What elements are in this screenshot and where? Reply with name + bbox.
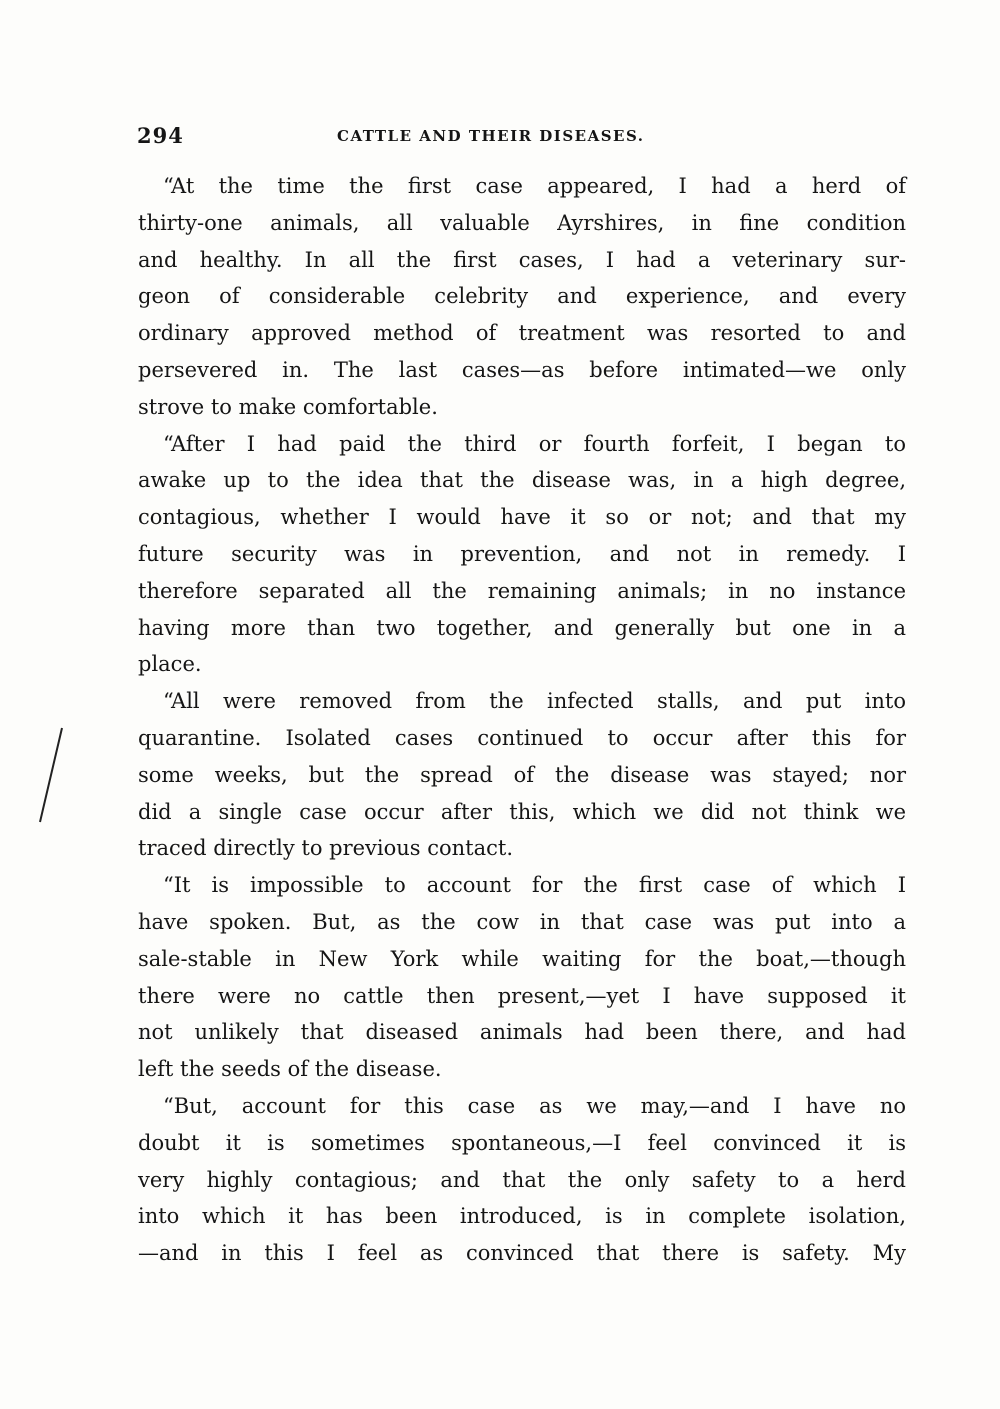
text-line: some weeks, but the spread of the disease was stayed; nor bbox=[138, 762, 906, 787]
text-line: place. bbox=[138, 652, 202, 677]
text-line: there were no cattle then present,—yet I have supposed it bbox=[138, 983, 906, 1008]
text-line: “But, account for this case as we may,—and I have no bbox=[163, 1093, 906, 1118]
pencil-stroke bbox=[40, 728, 62, 822]
text-line: having more than two together, and generally but one in a bbox=[138, 615, 906, 640]
paragraph-1 bbox=[138, 168, 906, 426]
text-line: thirty-one animals, all valuable Ayrshires, in fine condition bbox=[138, 210, 906, 235]
text-line: “It is impossible to account for the first case of which I bbox=[163, 873, 906, 898]
text-line: “After I had paid the third or fourth forfeit, I began to bbox=[163, 431, 906, 456]
text-line: left the seeds of the disease. bbox=[138, 1057, 442, 1082]
text-line: doubt it is sometimes spontaneous,—I feel convinced it is bbox=[138, 1130, 906, 1155]
text-line: into which it has been introduced, is in complete isolation, bbox=[138, 1204, 906, 1229]
page-number: 294 bbox=[137, 123, 184, 148]
text-line: future security was in prevention, and not in remedy. I bbox=[138, 541, 906, 566]
running-head bbox=[137, 123, 907, 153]
text-line: traced directly to previous contact. bbox=[138, 836, 514, 861]
text-line: have spoken. But, as the cow in that case was put into a bbox=[138, 909, 906, 934]
text-line: quarantine. Isolated cases continued to occur after this for bbox=[138, 725, 906, 750]
text-line: sale-stable in New York while waiting for the boat,—though bbox=[138, 946, 906, 971]
text-line: “All were removed from the infected stalls, and put into bbox=[163, 689, 906, 714]
text-line: contagious, whether I would have it so or not; and that my bbox=[138, 505, 906, 530]
text-line: therefore separated all the remaining animals; in no instance bbox=[138, 578, 906, 603]
text-line: “At the time the first case appeared, I had a herd of bbox=[163, 174, 906, 198]
text-line: and healthy. In all the first cases, I had a veterinary sur- bbox=[138, 247, 906, 272]
text-line: —and in this I feel as convinced that there is safety. My bbox=[138, 1241, 906, 1266]
running-title: CATTLE AND THEIR DISEASES. bbox=[337, 127, 645, 145]
text-line: ordinary approved method of treatment was resorted to and bbox=[138, 321, 906, 346]
text-line: geon of considerable celebrity and experience, and every bbox=[138, 284, 906, 309]
text-line: very highly contagious; and that the only safety to a herd bbox=[138, 1167, 906, 1192]
text-line: did a single case occur after this, which we did not think we bbox=[138, 799, 906, 824]
text-line: awake up to the idea that the disease was, in a high degree, bbox=[138, 468, 906, 493]
text-line: persevered in. The last cases—as before intimated—we only bbox=[138, 357, 906, 382]
text-line: not unlikely that diseased animals had been there, and had bbox=[138, 1020, 906, 1045]
body-text bbox=[138, 168, 906, 1272]
paragraph-5 bbox=[138, 1088, 906, 1272]
text-line: strove to make comfortable. bbox=[138, 394, 438, 419]
paragraph-2 bbox=[138, 426, 906, 684]
paragraph-4 bbox=[138, 867, 906, 1088]
paragraph-3 bbox=[138, 683, 906, 867]
